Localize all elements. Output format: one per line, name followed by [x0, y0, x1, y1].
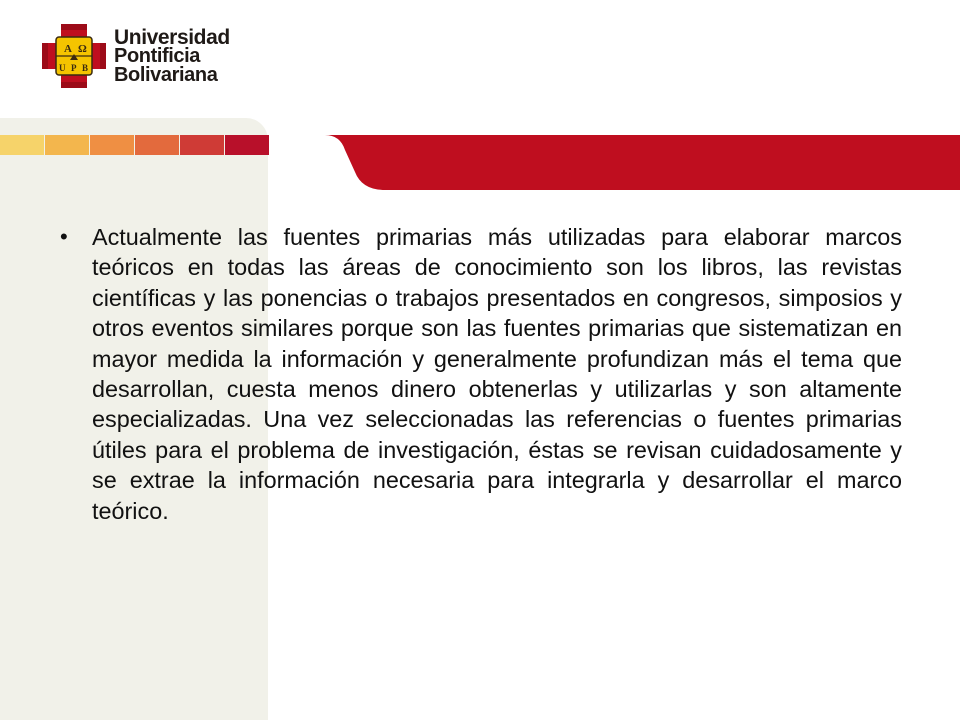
logo-line-1: Universidad: [114, 25, 230, 49]
stripe-4: [135, 135, 179, 155]
logo-wordmark: [114, 25, 230, 86]
stripe-5: [180, 135, 224, 155]
crest-letter-b: B: [82, 63, 89, 73]
stripe-2: [45, 135, 89, 155]
crest-letter-u: U: [59, 63, 66, 73]
color-stripes: [0, 135, 270, 155]
bullet-item: [60, 222, 902, 526]
logo-line-2: Pontificia: [114, 44, 201, 67]
stripe-1: [0, 135, 44, 155]
crest-letter-a: A: [64, 43, 72, 55]
crest-letter-omega: Ω: [78, 43, 87, 55]
crest-icon: [42, 22, 106, 90]
stripe-3: [90, 135, 134, 155]
logo-line-3: Bolivariana: [114, 63, 218, 86]
slide-content: [60, 222, 902, 526]
bullet-paragraph: Actualmente las fuentes primarias más utilizadas para elaborar marcos teóricos en todas las áreas de conocimiento son los libros, las revistas científicas y las ponencias o trabajos presentados en congresos, simposios y otros eventos similares porque son las fuentes primarias que sistematizan en mayor medida la información y generalmente profundizan más el tema que desarrollan, cuesta menos dinero obtenerlas y utilizarlas y son altamente especializadas. Una vez seleccionadas las referencias o fuentes primarias útiles para el problema de investigación, éstas se revisan cuidadosamente y se extrae la información necesaria para integrarla y desarrollar el marco teórico.: [92, 224, 902, 524]
crest-letter-p: P: [71, 63, 77, 73]
bullet-marker: •: [60, 224, 68, 249]
red-band-shape: [262, 135, 960, 190]
stripe-6: [225, 135, 269, 155]
university-logo: [42, 22, 230, 90]
